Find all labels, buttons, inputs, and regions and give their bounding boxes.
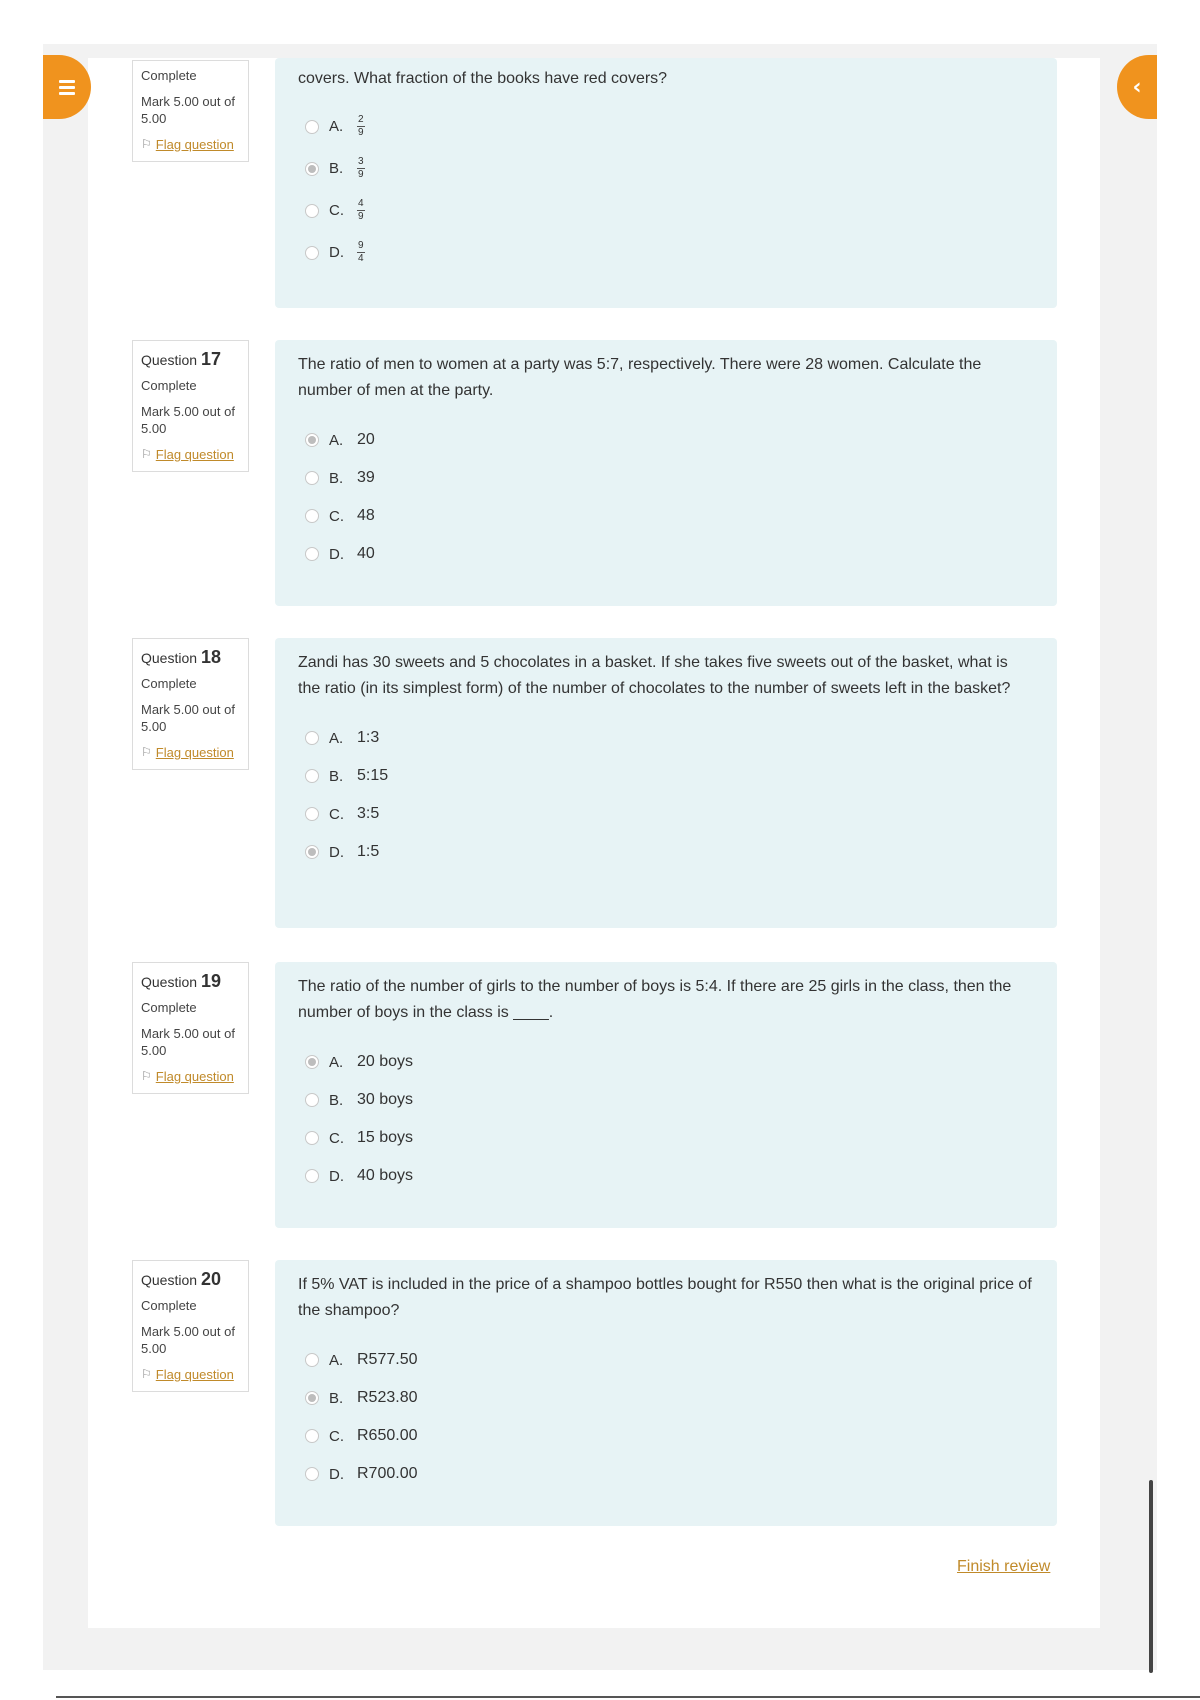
option-letter: C. xyxy=(329,1129,344,1147)
divider xyxy=(56,1696,1200,1698)
option-letter: B. xyxy=(329,1091,344,1109)
radio-button[interactable] xyxy=(305,1467,319,1481)
radio-button[interactable] xyxy=(305,1131,319,1145)
option-letter: D. xyxy=(329,1167,344,1185)
question-number: Question 19 xyxy=(141,971,221,991)
option-letter: C. xyxy=(329,1427,344,1445)
question-state: Complete xyxy=(141,676,197,692)
radio-button[interactable] xyxy=(305,769,319,783)
option-value: 1:3 xyxy=(357,729,380,747)
radio-button[interactable] xyxy=(305,120,319,134)
radio-button[interactable] xyxy=(305,1353,319,1367)
question-grade: Mark 5.00 out of 5.00 xyxy=(141,1025,235,1059)
answer-options xyxy=(298,1341,1034,1493)
option-letter: B. xyxy=(329,767,344,785)
radio-button-selected[interactable] xyxy=(305,845,319,859)
option-value: R577.50 xyxy=(357,1351,418,1369)
question-text: The ratio of men to women at a party was 5:7, respectively. There were 28 women. Calculate the number of men at the party. xyxy=(298,356,982,399)
option-value: 48 xyxy=(357,507,375,525)
question-grade: Mark 5.00 out of 5.00 xyxy=(141,93,235,127)
question-number: Question 18 xyxy=(141,647,221,667)
option-value: 30 boys xyxy=(357,1091,414,1109)
option-letter: D. xyxy=(329,545,344,563)
option-fraction: $\frac{3}{9}$ xyxy=(358,156,364,181)
radio-button[interactable] xyxy=(305,509,319,523)
answer-option[interactable] xyxy=(298,1043,1034,1081)
flag-question[interactable] xyxy=(141,446,240,464)
flag-icon: ⚐ xyxy=(141,1068,152,1083)
flag-icon: ⚐ xyxy=(141,1366,152,1381)
answer-options xyxy=(298,719,1034,871)
option-value: R650.00 xyxy=(357,1427,418,1445)
option-letter: C. xyxy=(329,202,344,220)
option-value: 39 xyxy=(357,469,375,487)
radio-button[interactable] xyxy=(305,1169,319,1183)
option-letter: D. xyxy=(329,1465,344,1483)
answer-option[interactable] xyxy=(298,535,1034,573)
radio-button[interactable] xyxy=(305,807,319,821)
question-text: Zandi has 30 sweets and 5 chocolates in a basket. If she takes five sweets out of the basket, what is the ratio (in its simplest form) of the number of chocolates to the number of sweets left in the basket? xyxy=(298,654,1011,697)
option-value: 20 xyxy=(357,431,375,449)
option-fraction: $\frac{2}{9}$ xyxy=(358,114,364,139)
flag-question-link[interactable]: Flag question xyxy=(155,744,234,760)
flag-question-link[interactable]: Flag question xyxy=(155,1366,234,1382)
question-info-19 xyxy=(132,962,249,1094)
flag-question-link[interactable]: Flag question xyxy=(155,446,234,462)
question-number: Question 20 xyxy=(141,1269,221,1289)
option-value: 40 xyxy=(357,545,375,563)
answer-option[interactable] xyxy=(298,833,1034,871)
option-letter: D. xyxy=(329,244,344,262)
list-icon xyxy=(59,77,75,98)
question-content-20 xyxy=(275,1260,1057,1526)
flag-question[interactable] xyxy=(141,1366,240,1384)
answer-options xyxy=(298,1043,1034,1195)
option-letter: A. xyxy=(329,118,344,136)
question-text: If 5% VAT is included in the price of a shampoo bottles bought for R550 then what is the original price of the shampoo? xyxy=(298,1276,1032,1319)
answer-option[interactable] xyxy=(298,106,1034,148)
radio-button[interactable] xyxy=(305,471,319,485)
radio-button[interactable] xyxy=(305,204,319,218)
option-value: 3:5 xyxy=(357,805,380,823)
question-info-17 xyxy=(132,340,249,472)
option-value: 15 boys xyxy=(357,1129,414,1147)
answer-option[interactable] xyxy=(298,1455,1034,1493)
option-letter: A. xyxy=(329,431,344,449)
question-state: Complete xyxy=(141,1298,197,1314)
question-content-17 xyxy=(275,340,1057,606)
flag-question-link[interactable]: Flag question xyxy=(155,136,234,152)
flag-question[interactable] xyxy=(141,1068,240,1086)
question-grade: Mark 5.00 out of 5.00 xyxy=(141,1323,235,1357)
option-value: R700.00 xyxy=(357,1465,418,1483)
option-fraction: $\frac{4}{9}$ xyxy=(358,198,364,223)
answer-option[interactable] xyxy=(298,757,1034,795)
option-letter: A. xyxy=(329,1351,344,1369)
option-letter: B. xyxy=(329,1389,344,1407)
answer-option[interactable] xyxy=(298,1417,1034,1455)
option-letter: B. xyxy=(329,469,344,487)
option-value: 1:5 xyxy=(357,843,380,861)
radio-button-selected[interactable] xyxy=(305,1055,319,1069)
answer-option[interactable] xyxy=(298,1081,1034,1119)
radio-button[interactable] xyxy=(305,246,319,260)
option-value: 5:15 xyxy=(357,767,389,785)
radio-button-selected[interactable] xyxy=(305,162,319,176)
answer-options xyxy=(298,106,1034,274)
answer-option[interactable] xyxy=(298,190,1034,232)
question-grade: Mark 5.00 out of 5.00 xyxy=(141,701,235,735)
radio-button[interactable] xyxy=(305,1429,319,1443)
question-text: The ratio of the number of girls to the number of boys is 5:4. If there are 25 girls in the class, then the number of boys in the class is ____. xyxy=(298,978,1012,1021)
flag-question[interactable] xyxy=(141,136,240,154)
radio-button-selected[interactable] xyxy=(305,433,319,447)
flag-question[interactable] xyxy=(141,744,240,762)
finish-review-link[interactable]: Finish review xyxy=(957,1558,1051,1575)
flag-question-link[interactable]: Flag question xyxy=(155,1068,234,1084)
answer-option[interactable] xyxy=(298,497,1034,535)
flag-icon: ⚐ xyxy=(141,744,152,759)
option-letter: A. xyxy=(329,1053,344,1071)
flag-icon: ⚐ xyxy=(141,136,152,151)
answer-option[interactable] xyxy=(298,1157,1034,1195)
answer-option[interactable] xyxy=(298,795,1034,833)
question-content-19 xyxy=(275,962,1057,1228)
question-info-18 xyxy=(132,638,249,770)
answer-option[interactable] xyxy=(298,421,1034,459)
question-state: Complete xyxy=(141,68,197,83)
option-value: 20 boys xyxy=(357,1053,414,1071)
question-state: Complete xyxy=(141,378,197,394)
question-content-18 xyxy=(275,638,1057,928)
option-value: R523.80 xyxy=(357,1389,418,1407)
option-letter: D. xyxy=(329,843,344,861)
answer-option[interactable] xyxy=(298,459,1034,497)
option-letter: C. xyxy=(329,507,344,525)
answer-option[interactable] xyxy=(298,1119,1034,1157)
question-number: Question 17 xyxy=(141,349,221,369)
flag-icon: ⚐ xyxy=(141,446,152,461)
option-fraction: $\frac{9}{4}$ xyxy=(358,240,364,265)
option-value: 40 boys xyxy=(357,1167,414,1185)
answer-option[interactable] xyxy=(298,1341,1034,1379)
radio-button-selected[interactable] xyxy=(305,1391,319,1405)
question-grade: Mark 5.00 out of 5.00 xyxy=(141,403,235,437)
option-letter: C. xyxy=(329,805,344,823)
answer-option[interactable] xyxy=(298,1379,1034,1417)
answer-option[interactable] xyxy=(298,719,1034,757)
question-state: Complete xyxy=(141,1000,197,1016)
answer-option[interactable] xyxy=(298,232,1034,274)
answer-option[interactable] xyxy=(298,148,1034,190)
question-info-20 xyxy=(132,1260,249,1392)
answer-options xyxy=(298,421,1034,573)
chevron-left-icon: ‹ xyxy=(1132,74,1142,100)
radio-button[interactable] xyxy=(305,547,319,561)
question-info-16 xyxy=(132,60,249,162)
radio-button[interactable] xyxy=(305,1093,319,1107)
question-text: covers. What fraction of the books have red covers? xyxy=(298,70,668,87)
option-letter: B. xyxy=(329,160,344,178)
question-content-16 xyxy=(275,58,1057,308)
option-letter: A. xyxy=(329,729,344,747)
radio-button[interactable] xyxy=(305,731,319,745)
scrollbar-thumb[interactable] xyxy=(1149,1480,1153,1673)
